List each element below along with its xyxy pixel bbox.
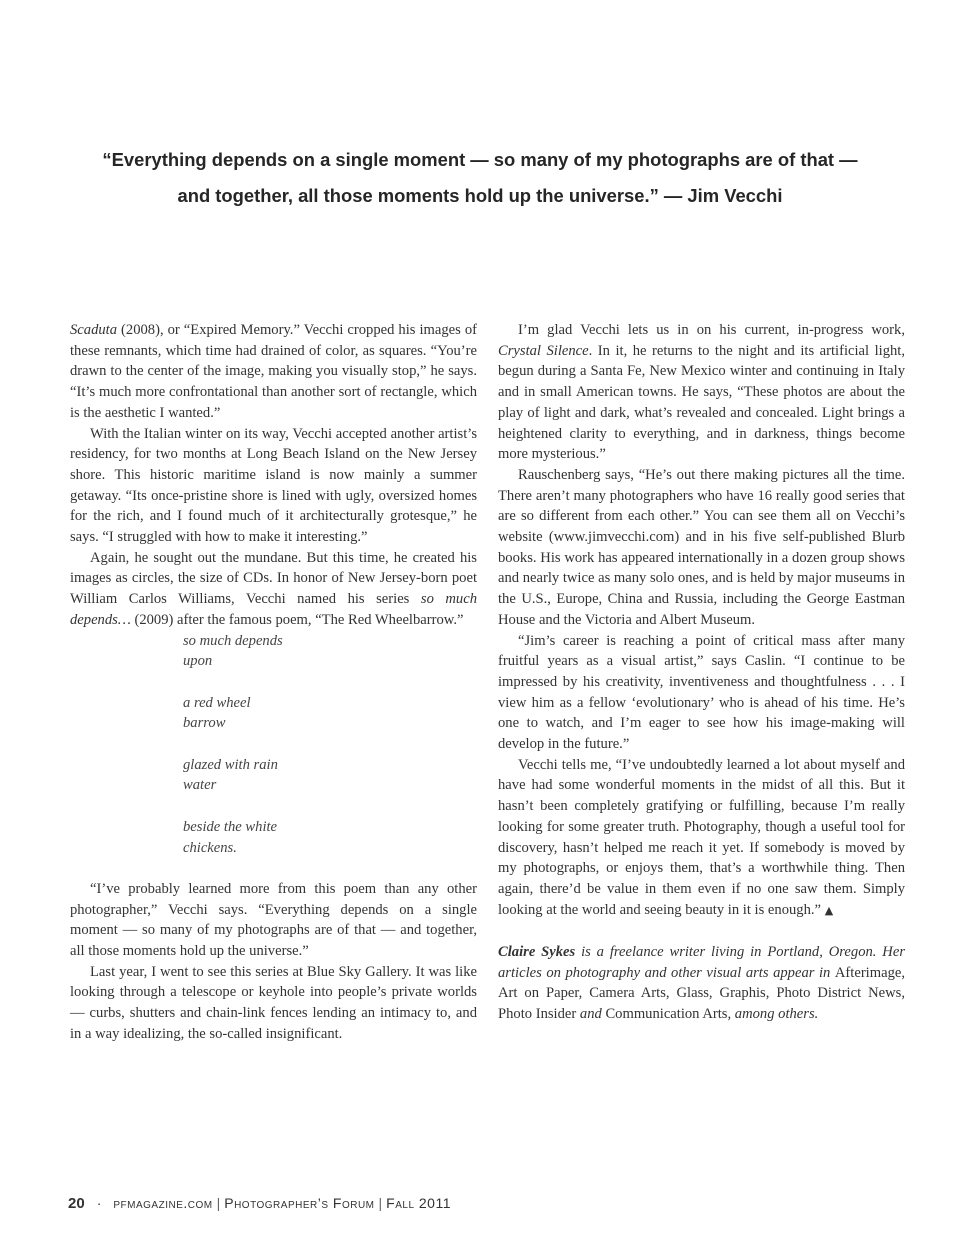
series-title: so much depends…: [70, 591, 477, 628]
poem-stanza: [183, 817, 477, 858]
poem-line: beside the white: [183, 818, 278, 835]
paragraph: “I’ve probably learned more from this poem than any other photographer,” Vecchi says. “Everything depends on a single moment — so many of my photographs are of that — and together, all those moments hold up the universe.”: [70, 880, 477, 960]
pull-quote-line-1: “Everything depends on a single moment — so many of my photographs are of that —: [102, 149, 858, 170]
paragraph: [498, 320, 905, 465]
footer-bullet: ·: [96, 1195, 102, 1211]
footer-website: pfmagazine.com: [113, 1195, 213, 1211]
series-title: Crystal Silence: [498, 342, 589, 359]
end-mark-icon: ▲: [824, 903, 834, 917]
footer-separator: |: [216, 1195, 221, 1211]
poem-line: upon: [183, 653, 213, 670]
pull-quote: [60, 142, 900, 214]
footer-issue: Fall 2011: [386, 1195, 451, 1211]
paragraph-text: . In it, he returns to the night and its artificial light, begun during a Santa Fe, New Mexico winter and continuing in Italy and in small American towns. He says, “These photos are about the play of light and dark, what’s revealed and concealed. Light brings a heightened clarity to everything, and in darkness, things become more mysterious.”: [498, 342, 905, 463]
publication-name: Afterimage: [834, 964, 902, 981]
paragraph: [70, 548, 477, 631]
publication-name: Art on Paper, Camera Arts, Glass, Graphis, Photo District News, Photo Insider: [498, 985, 905, 1023]
bio-text: ,: [901, 964, 905, 981]
poem-line: chickens.: [183, 839, 237, 856]
author-name: Claire Sykes: [498, 944, 576, 961]
page-number: 20: [68, 1195, 85, 1212]
paragraph: Rauschenberg says, “He’s out there making pictures all the time. There aren’t many photographers who have 16 really good series that are so different from each other.” You can see them all on Vecchi’s website (www.jimvecchi.com) and in his five self-published Blurb books. His work has appeared internationally in a dozen group shows and nearly twice as many solo ones, and is held by major museums in the U.S., Europe, China and Russia, including the George Eastman House and the Victoria and Albert Museum.: [498, 466, 905, 628]
poem: [183, 631, 477, 859]
paragraph: Last year, I went to see this series at Blue Sky Gallery. It was like looking through a telescope or keyhole into people’s private worlds — curbs, shutters and chain-link fences lending an intimacy to, and in a way idealizing, the so-called insignificant.: [70, 963, 477, 1042]
left-column: [70, 320, 477, 1045]
poem-stanza: [183, 631, 477, 672]
paragraph-text: (2009) after the famous poem, “The Red Wheelbarrow.”: [130, 611, 464, 628]
poem-stanza: [183, 693, 477, 734]
paragraph: With the Italian winter on its way, Vecchi accepted another artist’s residency, for two months at Long Beach Island on the New Jersey shore. This historic maritime island is now mainly a summer getaway. “Its once-pristine shore is lined with ugly, oversized homes for the rich, and I found much of it architecturally grotesque,” he says. “I struggled with how to make it interesting.”: [70, 425, 477, 546]
poem-line: barrow: [183, 715, 226, 732]
bio-text: is a freelance writer living in Portland, Oregon. Her articles on photography and other visual arts appear in: [498, 944, 905, 981]
pull-quote-line-2: and together, all those moments hold up the universe.” — Jim Vecchi: [177, 185, 783, 206]
page-footer: [68, 1195, 451, 1212]
paragraph: [498, 755, 905, 922]
paragraph: “Jim’s career is reaching a point of critical mass after many fruitful years as a visual artist,” says Caslin. “I continue to be impressed by his creativity, inventiveness and thoughtfulness . . . I view him as a fellow ‘evolutionary’ who is ahead of his time. He’s one to watch, and I’m eager to see how his image-making will develop in the future.”: [498, 632, 905, 753]
paragraph-text: Again, he sought out the mundane. But this time, he created his images as circles, the size of CDs. In honor of New Jersey-born poet William Carlos Williams, Vecchi named his series: [70, 549, 477, 608]
poem-line: glazed with rain: [183, 756, 278, 773]
footer-magazine-name: Photographer’s Forum: [224, 1195, 375, 1211]
paragraph: [70, 320, 477, 424]
right-column: [498, 320, 905, 1025]
paragraph-text: I’m glad Vecchi lets us in on his current, in-progress work,: [518, 322, 905, 338]
paragraph-text: (2008), or “Expired Memory.” Vecchi cropped his images of these remnants, which time had drained of color, as squares. “You’re drawn to the center of the image, making you visually stop,” he says. “It’s much more confrontational than another sort of rectangle, which is the aesthetic I wanted.”: [70, 322, 477, 421]
author-bio: [498, 942, 905, 1025]
poem-stanza: [183, 755, 477, 796]
series-title: Scaduta: [70, 322, 118, 338]
publication-name: Communication Arts: [605, 1006, 728, 1023]
bio-text: , among others.: [727, 1006, 819, 1023]
paragraph-text: Vecchi tells me, “I’ve undoubtedly learned a lot about myself and have had some wonderful moments in the midst of all this. But it hasn’t been completely gratifying or fulfilling, because I’m really looking for some greater truth. Photography, though a useful tool for discovery, hasn’t helped me reach it yet. If somebody is moved by my photographs, or enjoys them, that’s a worthwhile thing. Then again, there’d be value in them even if no one saw them. Simply looking at the world and seeing beauty in it is enough.”: [498, 756, 905, 918]
bio-text: and: [576, 1006, 606, 1023]
poem-line: a red wheel: [183, 694, 251, 711]
poem-line: water: [183, 777, 217, 794]
poem-line: so much depends: [183, 632, 283, 649]
footer-separator: |: [378, 1195, 383, 1211]
